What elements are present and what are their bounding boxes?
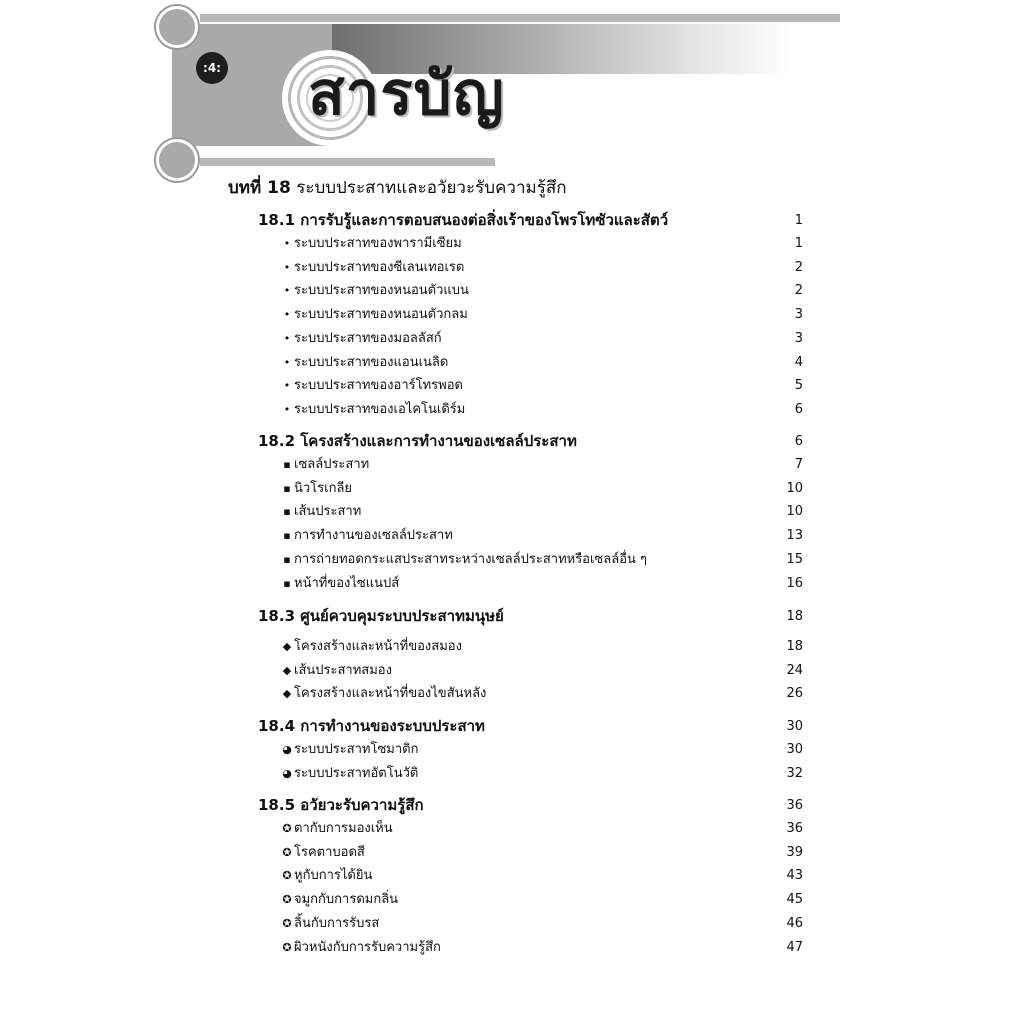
toc-item — [282, 550, 647, 570]
toc-item — [282, 479, 352, 499]
header-top-bar — [200, 14, 840, 22]
bullet-icon: ▪ — [283, 481, 291, 495]
toc-item — [282, 637, 462, 657]
header-bottom-bar — [200, 158, 495, 166]
toc-item-page-number: 3 — [794, 307, 803, 323]
toc-item-label: เส้นประสาทสมอง — [294, 662, 392, 678]
bullet-icon: • — [283, 379, 291, 393]
toc-item-page-number: 26 — [786, 686, 803, 702]
toc-item — [282, 353, 448, 373]
toc-item-label: ระบบประสาทของแอนเนลิด — [294, 354, 449, 370]
section-page-number: 30 — [786, 719, 803, 734]
section-page-number: 36 — [786, 798, 803, 813]
bullet-icon: ✪ — [282, 893, 292, 907]
toc-item-page-number: 4 — [794, 354, 803, 370]
bullet-icon: • — [283, 355, 291, 369]
toc-item-page-number: 15 — [786, 551, 803, 567]
section-title: 18.4 การทำงานของระบบประสาท — [258, 717, 485, 735]
toc-item-label: ระบบประสาทของซีเลนเทอเรต — [294, 259, 465, 275]
toc-item-page-number: 1 — [794, 236, 803, 251]
toc-item — [282, 258, 464, 278]
toc-item-label: ระบบประสาทของเอไคโนเดิร์ม — [294, 401, 466, 417]
bullet-icon: • — [283, 308, 291, 322]
toc-item-page-number: 45 — [786, 892, 803, 908]
toc-item — [282, 502, 361, 522]
chapter-label: บทที่ 18 — [228, 178, 291, 198]
toc-item-label: ระบบประสาทของอาร์โทรพอด — [294, 378, 463, 394]
bullet-icon: • — [283, 402, 291, 416]
toc-item-label: โครงสร้างและหน้าที่ของไขสันหลัง — [294, 686, 487, 702]
toc-item — [282, 455, 369, 475]
toc-item — [282, 764, 418, 784]
toc-item — [282, 819, 393, 839]
bullet-icon: • — [283, 237, 291, 250]
bullet-icon: ✪ — [282, 822, 292, 835]
section-title: 18.3 ศูนย์ควบคุมระบบประสาทมนุษย์ — [258, 607, 504, 625]
toc-item-label: ระบบประสาทของมอลลัสก์ — [294, 330, 442, 346]
toc-item — [282, 234, 462, 254]
toc-item-page-number: 10 — [786, 480, 803, 496]
decorative-circle-top — [156, 6, 198, 48]
toc-item-label: ลิ้นกับการรับรส — [294, 915, 380, 931]
toc-item-label: เส้นประสาท — [294, 504, 362, 520]
toc-item-page-number: 5 — [794, 378, 803, 394]
toc-item-page-number: 32 — [786, 765, 803, 781]
toc-item-page-number: 43 — [786, 868, 803, 884]
toc-item-page-number: 13 — [786, 528, 803, 544]
toc-item-label: ระบบประสาทอัตโนวัติ — [294, 765, 419, 781]
chapter-title: ระบบประสาทและอวัยวะรับความรู้สึก — [296, 178, 567, 198]
bullet-icon: ◆ — [282, 663, 292, 677]
bullet-icon: • — [283, 260, 291, 274]
bullet-icon: ◆ — [282, 640, 292, 653]
decorative-circle-bottom — [156, 139, 198, 181]
bullet-icon: ✪ — [282, 845, 292, 859]
toc-item-page-number: 7 — [794, 457, 803, 472]
bullet-icon: ✪ — [282, 940, 292, 954]
toc-item — [282, 661, 392, 681]
toc-item-label: ตากับการมองเห็น — [294, 821, 393, 836]
toc-item — [282, 890, 398, 910]
toc-item-page-number: 30 — [786, 742, 803, 757]
toc-item — [282, 305, 468, 325]
toc-item-page-number: 36 — [786, 821, 803, 836]
toc-item — [282, 684, 486, 704]
section-title: 18.1 การรับรู้และการตอบสนองต่อสิ่งเร้าของโพรโทซัวและสัตว์ — [258, 211, 669, 229]
toc-item — [282, 740, 418, 760]
toc-item-label: ระบบประสาทของหนอนตัวแบน — [294, 283, 469, 299]
toc-item-label: ระบบประสาทโซมาติก — [294, 742, 419, 757]
toc-item — [282, 400, 465, 420]
toc-item-page-number: 6 — [794, 401, 803, 417]
toc-item — [282, 914, 379, 934]
toc-item — [282, 866, 372, 886]
section-title: 18.5 อวัยวะรับความรู้สึก — [258, 796, 424, 814]
toc-item — [282, 938, 441, 958]
bullet-icon: ◆ — [282, 687, 292, 701]
section-page-number: 18 — [786, 609, 803, 624]
toc-item — [282, 376, 463, 396]
page-number-badge: :4: — [196, 52, 228, 84]
bullet-icon: ▪ — [283, 458, 291, 471]
toc-item-page-number: 3 — [794, 330, 803, 346]
chapter-heading — [228, 176, 567, 200]
toc-item-label: ระบบประสาทของพารามีเซียม — [294, 236, 462, 251]
bullet-icon: ▪ — [283, 576, 291, 590]
toc-item-page-number: 16 — [786, 575, 803, 591]
toc-item-page-number: 18 — [786, 639, 803, 654]
bullet-icon: ◕ — [282, 743, 292, 756]
toc-item — [282, 526, 453, 546]
toc-item-page-number: 2 — [794, 259, 803, 275]
toc-item-label: หน้าที่ของไซแนปส์ — [294, 575, 400, 591]
toc-item-label: โครงสร้างและหน้าที่ของสมอง — [294, 639, 462, 654]
toc-item-page-number: 10 — [786, 504, 803, 520]
toc-item — [282, 281, 469, 301]
toc-item-label: การทำงานของเซลล์ประสาท — [294, 528, 453, 544]
page-title: สารบัญ — [308, 59, 505, 129]
toc-item-label: นิวโรเกลีย — [294, 480, 353, 496]
toc-item-page-number: 46 — [786, 915, 803, 931]
bullet-icon: ▪ — [283, 505, 291, 519]
toc-item — [282, 574, 399, 594]
toc-item-page-number: 24 — [786, 662, 803, 678]
toc-item-label: ผิวหนังกับการรับความรู้สึก — [294, 939, 441, 955]
bullet-icon: ✪ — [282, 869, 292, 883]
toc-item-label: การถ่ายทอดกระแสประสาทระหว่างเซลล์ประสาทหรือเซลล์อื่น ๆ — [294, 551, 647, 567]
section-page-number: 6 — [794, 434, 803, 449]
toc-item-label: หูกับการได้ยิน — [294, 868, 373, 884]
toc-item-label: เซลล์ประสาท — [294, 457, 370, 472]
bullet-icon: • — [283, 331, 291, 345]
toc-item-page-number: 47 — [786, 939, 803, 955]
bullet-icon: • — [283, 284, 291, 298]
bullet-icon: ▪ — [283, 529, 291, 543]
toc-item-label: ระบบประสาทของหนอนตัวกลม — [294, 307, 468, 323]
toc-item-label: จมูกกับการดมกลิ่น — [294, 892, 399, 908]
toc-item-page-number: 39 — [786, 844, 803, 860]
bullet-icon: ✪ — [282, 916, 292, 930]
toc-item-label: โรคตาบอดสี — [294, 844, 365, 860]
section-page-number: 1 — [794, 213, 803, 228]
toc-item-page-number: 2 — [794, 283, 803, 299]
section-title: 18.2 โครงสร้างและการทำงานของเซลล์ประสาท — [258, 432, 577, 450]
bullet-icon: ▪ — [283, 552, 291, 566]
toc-item — [282, 843, 365, 863]
toc-item — [282, 329, 442, 349]
bullet-icon: ◕ — [282, 766, 292, 780]
